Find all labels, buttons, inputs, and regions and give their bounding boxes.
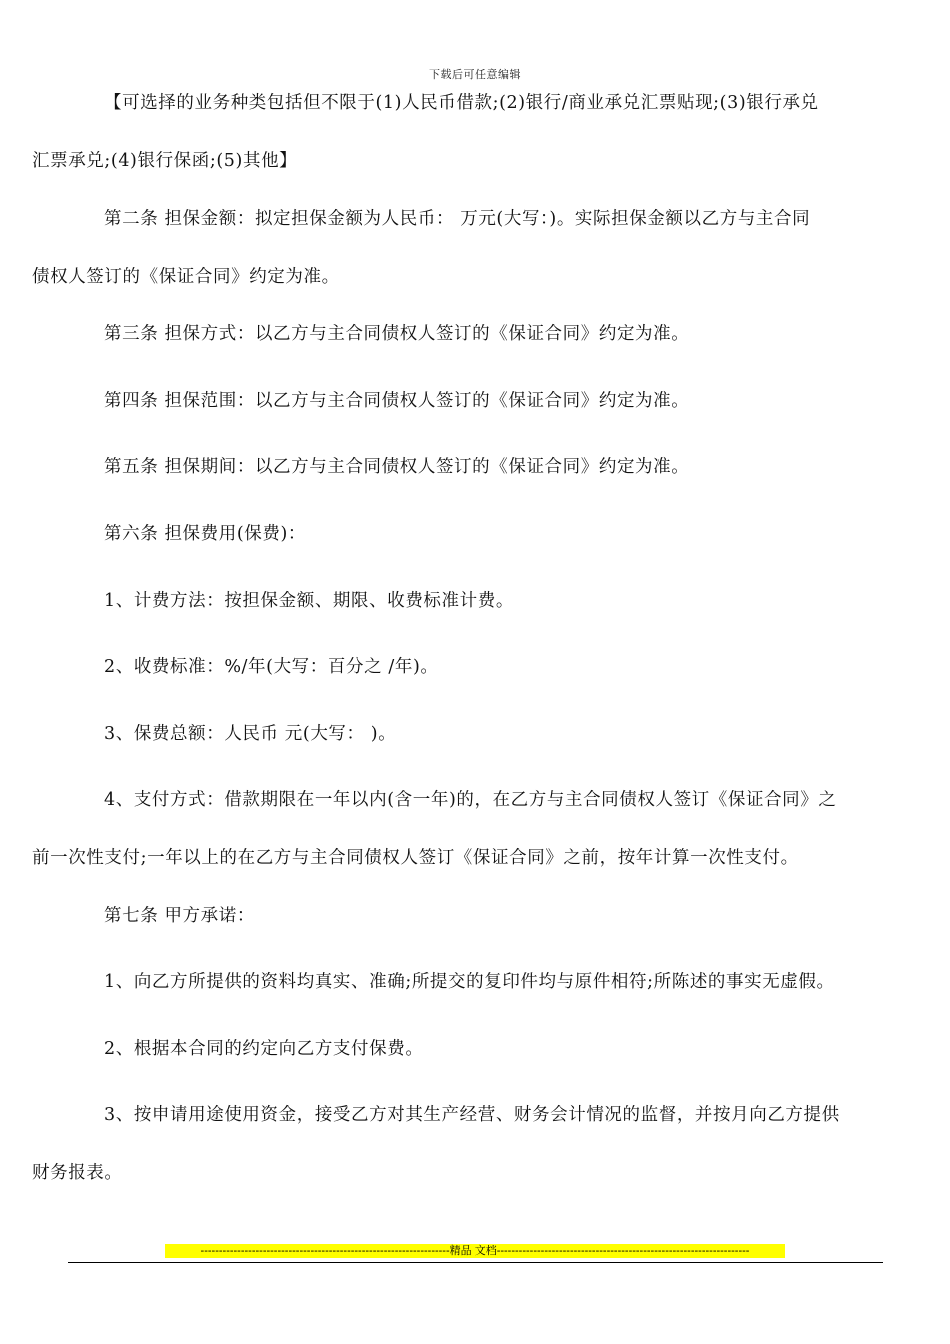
paragraph-line: 第六条 担保费用(保费)：: [104, 524, 307, 544]
commitment-item-1: [68, 953, 888, 1011]
paragraph-line: 第四条 担保范围：以乙方与主合同债权人签订的《保证合同》约定为准。: [104, 391, 690, 411]
business-types-paragraph: [32, 74, 888, 190]
paragraph-line: 【可选择的业务种类包括但不限于(1)人民币借款;(2)银行/商业承兑汇票贴现;(3)银行承兑: [104, 93, 819, 113]
article-3-guarantee-method: [68, 305, 888, 363]
article-4-guarantee-scope: [68, 372, 888, 430]
paragraph-line: 汇票承兑;(4)银行保函;(5)其他】: [32, 151, 298, 171]
page-footer-banner: --------------------------------------------------------------------精品 文档---------------------------------------------------------------------: [165, 1244, 785, 1258]
fee-item-2: [68, 638, 888, 696]
paragraph-line: 3、保费总额：人民币 元(大写： )。: [104, 724, 397, 744]
paragraph-line: 1、向乙方所提供的资料均真实、准确;所提交的复印件均与原件相符;所陈述的事实无虚假。: [104, 972, 835, 992]
article-7-party-a-commitments: [68, 887, 888, 945]
paragraph-line: 2、收费标准：%/年(大写：百分之 /年)。: [104, 657, 439, 677]
page-header: 下载后可任意编辑: [429, 68, 521, 81]
paragraph-line: 1、计费方法：按担保金额、期限、收费标准计费。: [104, 591, 514, 611]
article-2-guarantee-amount: [32, 190, 888, 306]
paragraph-line: 债权人签订的《保证合同》约定为准。: [32, 267, 340, 287]
paragraph-line: 前一次性支付;一年以上的在乙方与主合同债权人签订《保证合同》之前，按年计算一次性支付。: [32, 848, 799, 868]
paragraph-line: 第二条 担保金额：拟定担保金额为人民币： 万元(大写：)。实际担保金额以乙方与主合同: [104, 209, 811, 229]
fee-item-4-payment-method: [32, 771, 888, 887]
paragraph-line: 财务报表。: [32, 1163, 123, 1183]
article-6-guarantee-fee: [68, 505, 888, 563]
paragraph-line: 第七条 甲方承诺：: [104, 906, 255, 926]
paragraph-line: 第三条 担保方式：以乙方与主合同债权人签订的《保证合同》约定为准。: [104, 324, 690, 344]
fee-item-1: [68, 572, 888, 630]
article-5-guarantee-period: [68, 438, 888, 496]
footer-divider: [68, 1262, 883, 1263]
commitment-item-3: [32, 1086, 888, 1202]
paragraph-line: 4、支付方式：借款期限在一年以内(含一年)的，在乙方与主合同债权人签订《保证合同》之: [104, 790, 837, 810]
commitment-item-2: [68, 1020, 888, 1078]
paragraph-line: 3、按申请用途使用资金，接受乙方对其生产经营、财务会计情况的监督，并按月向乙方提供: [104, 1105, 840, 1125]
paragraph-line: 第五条 担保期间：以乙方与主合同债权人签订的《保证合同》约定为准。: [104, 457, 690, 477]
paragraph-line: 2、根据本合同的约定向乙方支付保费。: [104, 1039, 424, 1059]
fee-item-3: [68, 705, 888, 763]
